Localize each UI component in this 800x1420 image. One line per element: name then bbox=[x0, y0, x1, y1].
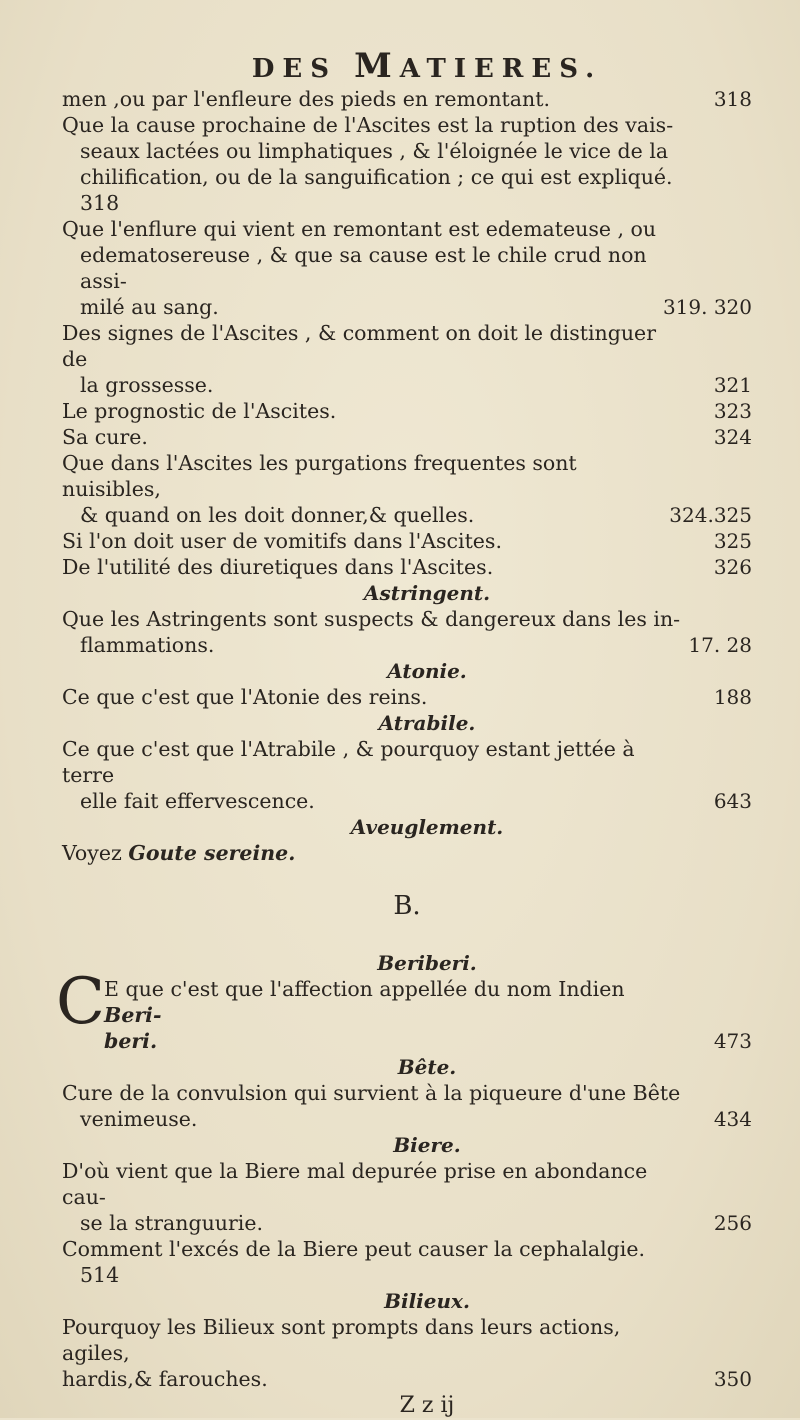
entry-line: Que l'enflure qui vient en remontant est edemateuse , ou bbox=[62, 217, 657, 241]
entry-line: Sa cure. bbox=[62, 425, 148, 449]
entry-text: E que c'est que l'affection appellée du nom Indien bbox=[104, 977, 625, 1001]
entry-line: Ce que c'est que l'Atrabile , & pourquoy estant jettée à terre bbox=[62, 737, 635, 787]
entry-line: Que dans l'Ascites les purgations frequentes sont nuisibles, bbox=[62, 451, 577, 501]
entry-line: Ce que c'est que l'Atonie des reins. bbox=[62, 685, 428, 709]
index-entry bbox=[62, 736, 752, 814]
entry-line: chilification, ou de la sanguification ; ce qui est expliqué. bbox=[80, 165, 673, 189]
entry-line: Pourquoy les Bilieux sont prompts dans leurs actions, agiles, bbox=[62, 1315, 621, 1365]
index-entry bbox=[62, 398, 752, 424]
page-ref: 318 bbox=[713, 87, 752, 111]
index-entry bbox=[62, 1080, 752, 1132]
entry-line: seaux lactées ou limphatiques , & l'éloignée le vice de la bbox=[80, 139, 669, 163]
see-target: Goute sereine. bbox=[128, 841, 296, 865]
section-heading: Bête. bbox=[397, 1055, 457, 1079]
entry-line: elle fait effervescence. bbox=[80, 789, 315, 813]
see-prefix: Voyez bbox=[62, 841, 122, 865]
index-entry bbox=[62, 1158, 752, 1236]
section-heading: Aveuglement. bbox=[350, 815, 504, 839]
entry-line: De l'utilité des diuretiques dans l'Ascites. bbox=[62, 555, 494, 579]
entry-line: Le prognostic de l'Ascites. bbox=[62, 399, 337, 423]
index-entry bbox=[62, 554, 752, 580]
entry-line: Que la cause prochaine de l'Ascites est la ruption des vais- bbox=[62, 113, 674, 137]
index-entry bbox=[62, 1314, 752, 1392]
index-entry bbox=[62, 528, 752, 554]
page-ref: 17. 28 bbox=[688, 633, 752, 657]
page-ref: 318 bbox=[80, 191, 120, 215]
header-initial: M bbox=[354, 46, 400, 86]
page-ref: 321 bbox=[713, 373, 752, 397]
page-ref: 514 bbox=[80, 1263, 120, 1287]
index-entry bbox=[56, 965, 752, 1054]
header-prefix: DES bbox=[251, 54, 338, 84]
entry-line: Si l'on doit user de vomitifs dans l'Ascites. bbox=[62, 529, 502, 553]
signature-mark: Z z ij bbox=[399, 1393, 455, 1418]
page-ref: 323 bbox=[713, 399, 752, 423]
section-heading: Astringent. bbox=[363, 581, 491, 605]
entry-line: se la stranguurie. bbox=[80, 1211, 263, 1235]
page-ref: 434 bbox=[713, 1107, 752, 1131]
page-ref: 350 bbox=[713, 1367, 752, 1391]
entry-line: hardis,& farouches. bbox=[62, 1367, 268, 1391]
header-rest: ATIERES. bbox=[399, 54, 603, 84]
entry-italic: beri. bbox=[104, 1029, 158, 1053]
page-ref: 643 bbox=[713, 789, 752, 813]
section-heading: Biere. bbox=[393, 1133, 461, 1157]
entry-line: edematosereuse , & que sa cause est le chile crud non assi- bbox=[80, 243, 647, 293]
index-entry bbox=[62, 606, 752, 658]
entry-line: D'où vient que la Biere mal depurée prise en abondance cau- bbox=[62, 1159, 648, 1209]
running-header bbox=[102, 46, 752, 86]
entry-line bbox=[62, 840, 682, 866]
index-entry bbox=[62, 450, 752, 528]
entry-line: & quand on les doit donner,& quelles. bbox=[80, 503, 475, 527]
entry-line: la grossesse. bbox=[80, 373, 214, 397]
page-ref: 319. 320 bbox=[662, 295, 752, 319]
entry-line: venimeuse. bbox=[80, 1107, 198, 1131]
page-ref: 326 bbox=[713, 555, 752, 579]
index-entry bbox=[62, 86, 752, 112]
index-entry bbox=[62, 840, 752, 866]
index-entry bbox=[62, 684, 752, 710]
letter-heading: B. bbox=[393, 891, 421, 921]
page-ref: 188 bbox=[713, 685, 752, 709]
index-entry bbox=[62, 112, 752, 216]
entry-line: Des signes de l'Ascites , & comment on doit le distinguer de bbox=[62, 321, 656, 371]
page-ref: 256 bbox=[713, 1211, 752, 1235]
entry-line: Que les Astringents sont suspects & dangereux dans les in- bbox=[62, 607, 681, 631]
page-ref: 325 bbox=[713, 529, 752, 553]
section-heading: Atonie. bbox=[387, 659, 467, 683]
entry-line bbox=[104, 976, 682, 1028]
section-heading: Atrabile. bbox=[378, 711, 476, 735]
index-text bbox=[56, 46, 752, 1420]
page-ref: 324.325 bbox=[669, 503, 752, 527]
index-entry bbox=[62, 424, 752, 450]
index-entry bbox=[62, 1236, 752, 1288]
section-heading: Bilieux. bbox=[384, 1289, 470, 1313]
drop-cap: C bbox=[56, 965, 105, 1039]
page-ref: 473 bbox=[713, 1029, 752, 1053]
entry-line: Comment l'excés de la Biere peut causer la cephalalgie. bbox=[62, 1237, 645, 1261]
entry-line: Cure de la convulsion qui survient à la piqueure d'une Bête bbox=[62, 1081, 681, 1105]
page-ref: 324 bbox=[713, 425, 752, 449]
index-entry bbox=[62, 320, 752, 398]
section-heading: Beriberi. bbox=[377, 951, 477, 975]
entry-line: men ,ou par l'enfleure des pieds en remontant. bbox=[62, 87, 550, 111]
entry-line: flammations. bbox=[80, 633, 215, 657]
entry-italic: Beri- bbox=[104, 1003, 162, 1027]
entry-line: milé au sang. bbox=[80, 295, 219, 319]
index-entry bbox=[62, 216, 752, 320]
entry-line bbox=[104, 1028, 682, 1054]
